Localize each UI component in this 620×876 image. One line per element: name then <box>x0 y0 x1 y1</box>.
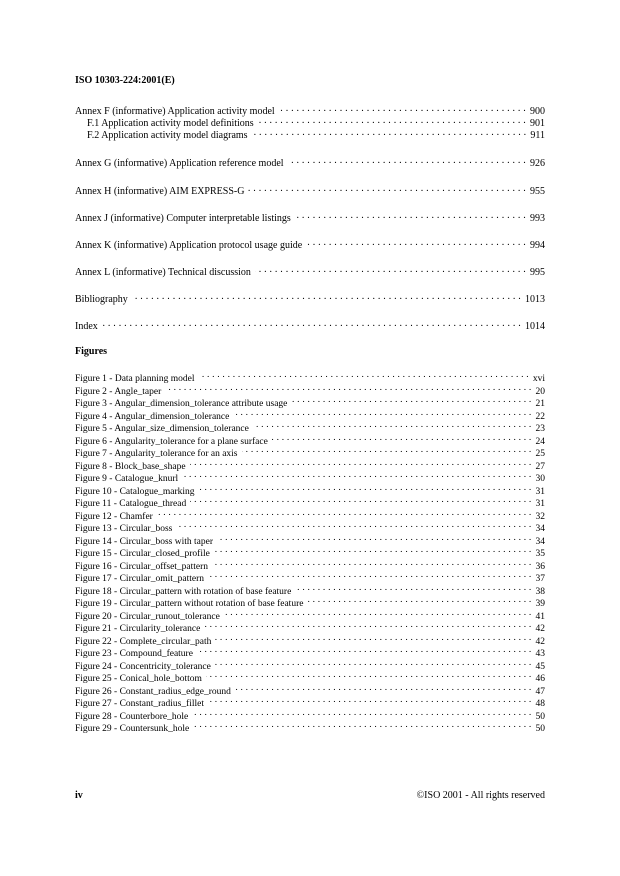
dot-leader <box>190 458 532 469</box>
annex-toc-entry-page: 955 <box>530 186 545 197</box>
dot-leader <box>224 608 532 619</box>
figure-toc-entry-title: Figure 1 - Data planning model <box>75 374 195 384</box>
dot-leader <box>233 408 531 419</box>
figure-toc-entry-title: Figure 4 - Angular_dimension_tolerance <box>75 411 230 422</box>
dot-leader <box>215 633 531 644</box>
figure-toc-entry-page: 27 <box>535 461 545 472</box>
dot-leader <box>102 318 521 329</box>
annex-toc-entry-title: F.1 Application activity model definitions <box>87 118 254 129</box>
annex-toc-entry[interactable] <box>75 210 545 224</box>
figure-toc-entry-title: Figure 24 - Concentricity_tolerance <box>75 661 211 672</box>
figure-toc-entry-page: 48 <box>535 699 545 709</box>
figure-toc-entry-title: Figure 28 - Counterbore_hole <box>75 711 189 722</box>
annex-toc-entry-page: 926 <box>530 158 545 169</box>
annex-toc-entry-title: Annex J (informative) Computer interpretable listings <box>75 213 291 224</box>
figure-toc-entry-page: xvi <box>532 374 545 384</box>
figure-toc-entry-title: Figure 9 - Catalogue_knurl <box>75 474 179 484</box>
figure-toc-entry-page: 43 <box>535 649 545 659</box>
annex-toc-entry[interactable] <box>75 155 545 169</box>
dot-leader <box>295 583 531 594</box>
annex-toc-entry-page: 994 <box>530 240 545 251</box>
figure-toc-entry-title: Figure 26 - Constant_radius_edge_round <box>75 686 231 697</box>
figure-toc-entry-page: 36 <box>535 561 545 572</box>
figure-toc-entry-title: Figure 22 - Complete_circular_path <box>75 636 212 647</box>
dot-leader <box>217 533 532 544</box>
figure-toc-entry-page: 31 <box>535 499 545 509</box>
figure-toc-entry-page: 21 <box>535 399 545 409</box>
figure-toc-entry-title: Figure 10 - Catalogue_marking <box>75 486 195 497</box>
annex-toc-entry[interactable] <box>75 318 545 332</box>
figures-heading: Figures <box>75 346 108 357</box>
figure-toc-entry-title: Figure 5 - Angular_size_dimension_tolerance <box>75 424 249 434</box>
figure-toc-entry-page: 42 <box>535 624 545 634</box>
dot-leader <box>306 237 526 248</box>
figure-toc-entry-page: 34 <box>535 524 545 534</box>
dot-leader <box>199 483 532 494</box>
figure-toc-entry-title: Figure 14 - Circular_boss with taper <box>75 536 213 547</box>
figure-toc-entry-title: Figure 3 - Angular_dimension_tolerance attribute usage <box>75 399 288 409</box>
figure-toc-entry[interactable] <box>75 720 545 735</box>
dot-leader <box>182 470 531 481</box>
dot-leader <box>197 645 532 656</box>
figure-toc-entry-page: 23 <box>535 424 545 434</box>
dot-leader <box>212 558 531 569</box>
annex-toc-entry-title: Annex H (informative) AIM EXPRESS-G <box>75 186 245 197</box>
dot-leader <box>279 103 526 114</box>
annex-toc-entry-title: F.2 Application activity model diagrams <box>87 130 248 141</box>
annex-toc-entry-title: Index <box>75 321 98 332</box>
dot-leader <box>253 420 532 431</box>
figure-toc-entry-title: Figure 21 - Circularity_tolerance <box>75 624 201 634</box>
figure-toc-entry-title: Figure 16 - Circular_offset_pattern <box>75 561 209 572</box>
figure-toc-entry-title: Figure 13 - Circular_boss <box>75 524 173 534</box>
figure-toc-entry-page: 20 <box>535 386 545 397</box>
dot-leader <box>235 683 532 694</box>
dot-leader <box>272 433 532 444</box>
annex-toc-entry-page: 900 <box>530 106 545 117</box>
figure-toc-entry-title: Figure 23 - Compound_feature <box>75 649 193 659</box>
figure-toc-entry-page: 24 <box>535 436 545 447</box>
document-header: ISO 10303-224:2001(E) <box>75 75 175 86</box>
annex-toc-entry-page: 995 <box>530 267 545 278</box>
figure-toc-entry-page: 22 <box>535 411 545 422</box>
annex-toc-entry-title: Annex G (informative) Application reference model <box>75 158 284 169</box>
figure-toc-entry-title: Figure 18 - Circular_pattern with rotation of base feature <box>75 586 292 597</box>
figure-toc-entry-title: Figure 11 - Catalogue_thread <box>75 499 187 509</box>
dot-leader <box>208 570 531 581</box>
annex-toc-entry-page: 1013 <box>525 294 545 305</box>
dot-leader <box>157 508 532 519</box>
figure-toc-entry-title: Figure 29 - Countersunk_hole <box>75 724 190 734</box>
figure-toc-entry-title: Figure 8 - Block_base_shape <box>75 461 186 472</box>
annex-toc-entry-title: Annex F (informative) Application activity model <box>75 106 275 117</box>
annex-toc-entry-page: 993 <box>530 213 545 224</box>
dot-leader <box>242 445 532 456</box>
dot-leader <box>132 291 521 302</box>
dot-leader <box>255 264 526 275</box>
figure-toc-entry-page: 47 <box>535 686 545 697</box>
footer-page-number: iv <box>75 790 83 801</box>
figure-toc-entry-page: 37 <box>535 574 545 584</box>
annex-toc-entry[interactable] <box>75 264 545 278</box>
figure-toc-entry-title: Figure 19 - Circular_pattern without rotation of base feature <box>75 599 304 609</box>
dot-leader <box>295 210 526 221</box>
dot-leader <box>193 720 531 731</box>
figure-toc-entry-title: Figure 12 - Chamfer <box>75 511 153 522</box>
annex-toc-entry-page: 901 <box>530 118 545 129</box>
annex-toc-entry-title: Annex L (informative) Technical discussion <box>75 267 251 278</box>
dot-leader <box>248 183 526 194</box>
dot-leader <box>165 383 531 394</box>
figure-toc-entry-title: Figure 7 - Angularity_tolerance for an axis <box>75 449 238 459</box>
figure-toc-entry-page: 39 <box>535 599 545 609</box>
annex-toc-entry[interactable] <box>75 183 545 197</box>
dot-leader <box>199 370 529 381</box>
figure-toc-entry-page: 30 <box>535 474 545 484</box>
annex-toc-entry[interactable] <box>75 237 545 251</box>
dot-leader <box>192 708 531 719</box>
figure-toc-entry-page: 42 <box>535 636 545 647</box>
annex-toc-entry[interactable] <box>75 291 545 305</box>
figure-toc-entry-title: Figure 20 - Circular_runout_tolerance <box>75 611 220 622</box>
figure-toc-entry-page: 34 <box>535 536 545 547</box>
dot-leader <box>258 115 526 126</box>
figure-toc-entry-title: Figure 27 - Constant_radius_fillet <box>75 699 205 709</box>
figure-toc-entry-page: 50 <box>535 711 545 722</box>
figure-toc-entry-title: Figure 17 - Circular_omit_pattern <box>75 574 205 584</box>
figure-toc-entry-page: 35 <box>535 549 545 559</box>
figure-toc-entry-page: 32 <box>535 511 545 522</box>
figure-toc-entry-page: 41 <box>535 611 545 622</box>
dot-leader <box>288 155 526 166</box>
dot-leader <box>204 620 531 631</box>
annex-toc-entry-title: Annex K (informative) Application protocol usage guide <box>75 240 303 251</box>
dot-leader <box>176 520 531 531</box>
dot-leader <box>252 127 527 138</box>
annex-toc-entry-title: Bibliography <box>75 294 128 305</box>
dot-leader <box>206 670 532 681</box>
annex-toc-entry[interactable] <box>87 127 545 141</box>
footer-copyright: ©ISO 2001 - All rights reserved <box>416 790 545 801</box>
dot-leader <box>208 695 531 706</box>
figure-toc-entry-title: Figure 2 - Angle_taper <box>75 386 162 397</box>
figure-toc-entry-page: 38 <box>535 586 545 597</box>
annex-toc-entry-page: 911 <box>530 130 545 141</box>
figure-toc-entry-page: 31 <box>535 486 545 497</box>
dot-leader <box>214 545 532 556</box>
dot-leader <box>307 595 531 606</box>
figure-toc-entry-title: Figure 6 - Angularity_tolerance for a plane surface <box>75 436 268 447</box>
figure-toc-entry-title: Figure 15 - Circular_closed_profile <box>75 549 210 559</box>
dot-leader <box>215 658 532 669</box>
annex-toc-entry-page: 1014 <box>525 321 545 332</box>
figure-toc-entry-page: 46 <box>535 674 545 684</box>
figure-toc-entry-title: Figure 25 - Conical_hole_bottom <box>75 674 202 684</box>
figure-toc-entry-page: 25 <box>535 449 545 459</box>
dot-leader <box>190 495 531 506</box>
dot-leader <box>291 395 531 406</box>
figure-toc-entry-page: 50 <box>535 724 545 734</box>
figure-toc-entry-page: 45 <box>535 661 545 672</box>
